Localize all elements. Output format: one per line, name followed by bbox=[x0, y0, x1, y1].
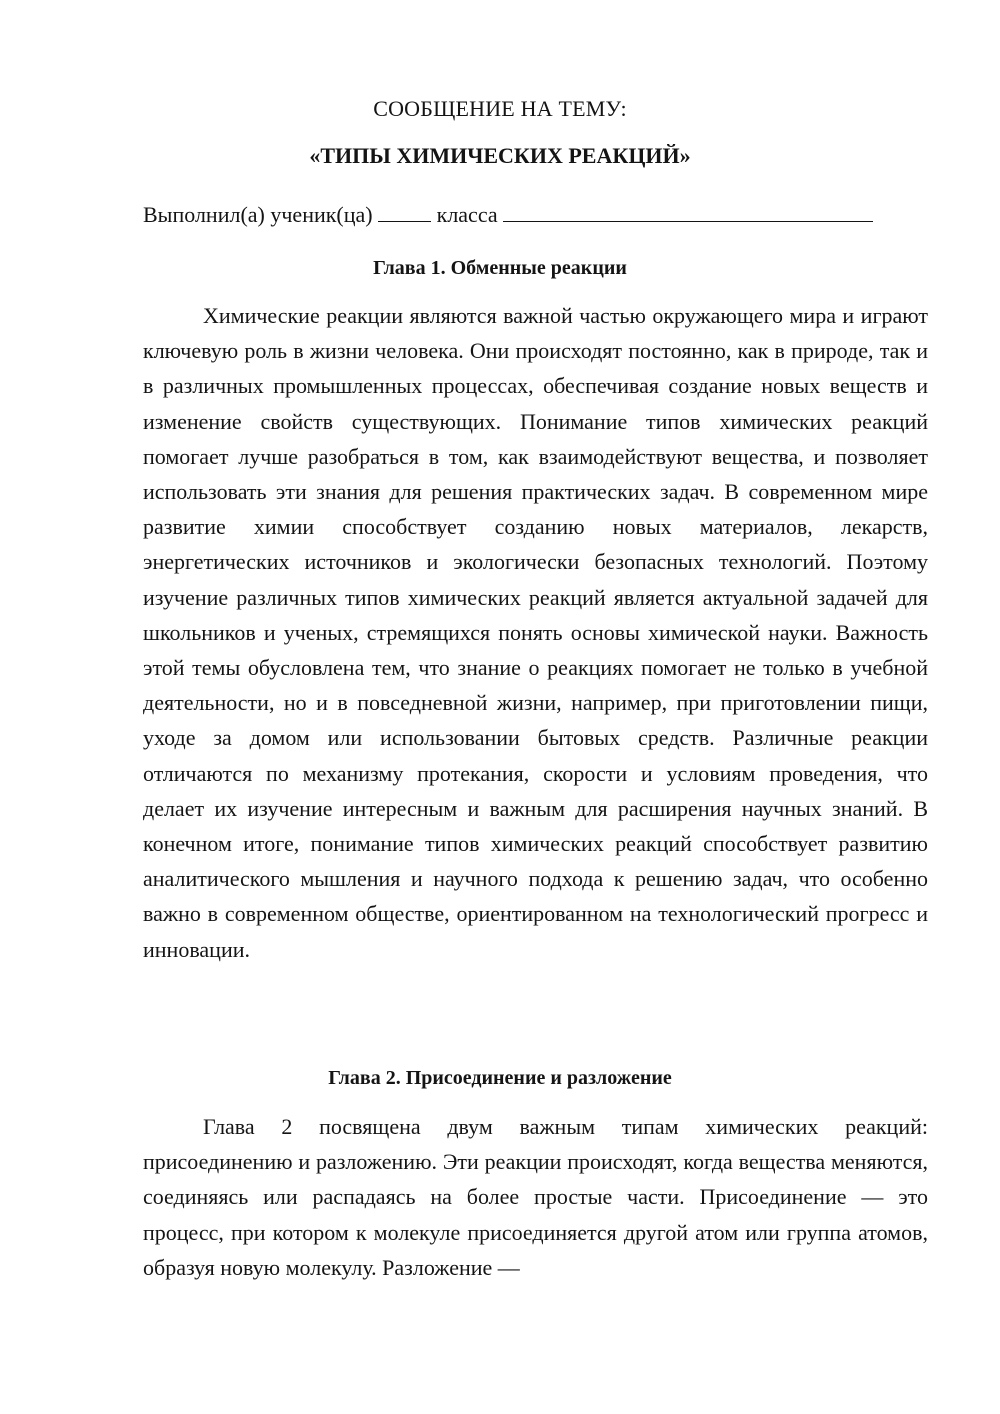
class-label: класса bbox=[436, 202, 498, 227]
chapter-1-title: Глава 1. Обменные реакции bbox=[373, 257, 627, 279]
chapter-2-paragraph: Глава 2 посвящена двум важным типам химических реакций: присоединению и разложению. Эти реакции происходят, когда вещества меняются, соединяясь или распадаясь на более простые части. Присоединение — это процесс, при котором к молекуле присоединяется другой атом или группа атомов, образуя новую молекулу. Разложение — bbox=[143, 1114, 928, 1280]
chapter-1-paragraph: Химические реакции являются важной частью окружающего мира и играют ключевую роль в жизни человека. Они происходят постоянно, как в природе, так и в различных промышленных процессах, обеспечивая создание новых веществ и изменение свойств существующих. Понимание типов химических реакций помогает лучше разобраться в том, как взаимодействуют вещества, и позволяет использовать эти знания для решения практических задач. В современном мире развитие химии способствует созданию новых материалов, лекарств, энергетических источников и экологически безопасных технологий. Поэтому изучение различных типов химических реакций является актуальной задачей для школьников и ученых, стремящихся понять основы химической науки. Важность этой темы обусловлена тем, что знание о реакциях помогает не только в учебной деятельности, но и в повседневной жизни, например, при приготовлении пищи, уходе за домом или использовании бытовых средств. Различные реакции отличаются по механизму протекания, скорости и условиям проведения, что делает их изучение интересным и важным для расширения научных знаний. В конечном итоге, понимание типов химических реакций способствует развитию аналитического мышления и научного подхода к решению задач, что особенно важно в современном обществе, ориентированном на технологический прогресс и инновации. bbox=[143, 303, 928, 962]
class-number-blank bbox=[378, 197, 431, 222]
document-title: «ТИПЫ ХИМИЧЕСКИХ РЕАКЦИЙ» bbox=[309, 143, 691, 168]
student-name-blank bbox=[503, 197, 873, 222]
document-heading: СООБЩЕНИЕ НА ТЕМУ: bbox=[373, 96, 627, 121]
author-prefix: Выполнил(а) ученик(ца) bbox=[143, 202, 373, 227]
author-line bbox=[143, 197, 873, 230]
chapter-2-title: Глава 2. Присоединение и разложение bbox=[328, 1067, 672, 1089]
